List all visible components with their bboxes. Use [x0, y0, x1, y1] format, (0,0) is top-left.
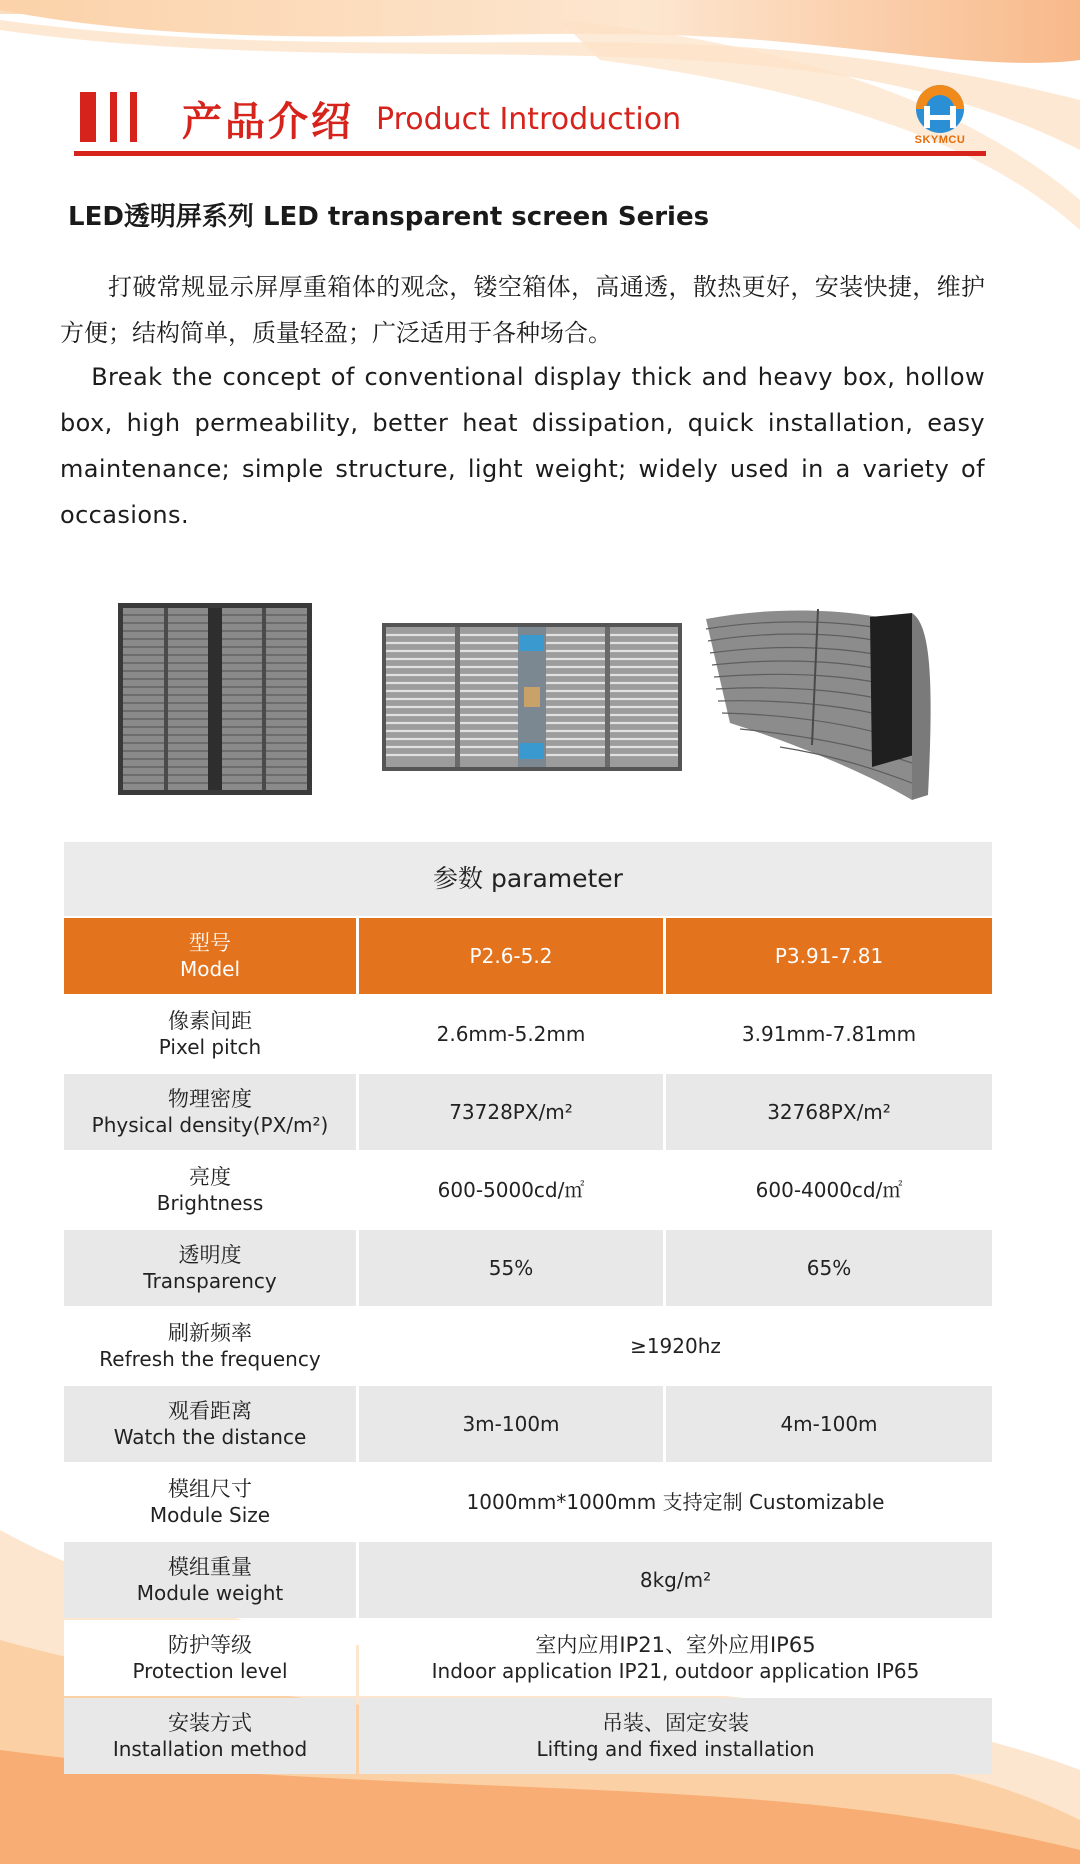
intro-english: Break the concept of conventional display thick and heavy box, hollow box, high permeability, better heat dissipation, quick installation, easy maintenance; simple structure, light weight; widely used in a variety of occasions.: [60, 363, 985, 529]
cell-value-en: Indoor application IP21, outdoor application IP65: [431, 1659, 920, 1683]
table-row-module-weight: [64, 1542, 992, 1618]
row-label-en: Physical density(PX/m²): [91, 1113, 329, 1137]
series-subtitle: LED透明屏系列 LED transparent screen Series: [68, 202, 710, 232]
table-row-refresh: [64, 1308, 992, 1384]
table-row-installation: [64, 1698, 992, 1774]
title-chinese: 产品介绍: [182, 99, 354, 145]
row-label-cn: 刷新频率: [168, 1321, 252, 1345]
flat-panel-image: [118, 603, 312, 795]
table-row-brightness: [64, 1152, 992, 1228]
cell-value-cn: 吊装、固定安装: [602, 1711, 749, 1735]
section-header: [70, 84, 990, 164]
table-row-protection: [64, 1620, 992, 1696]
table-row-module-size: [64, 1464, 992, 1540]
row-label-en: Protection level: [132, 1659, 288, 1683]
row-label-en: Model: [179, 957, 241, 981]
cell-value: 55%: [359, 1230, 663, 1306]
row-label-en: Watch the distance: [113, 1425, 307, 1449]
cell-value: 600-5000cd/㎡: [359, 1152, 663, 1228]
table-header: 参数 parameter: [64, 842, 992, 916]
cell-value: P3.91-7.81: [666, 918, 992, 994]
cell-value: ≥1920hz: [359, 1308, 992, 1384]
row-label-en: Transparency: [143, 1269, 277, 1293]
table-row-watch-distance: [64, 1386, 992, 1462]
row-label-en: Module Size: [149, 1503, 271, 1527]
title-english: Product Introduction: [376, 102, 682, 137]
table-row-physical-density: [64, 1074, 992, 1150]
row-label-cn: 防护等级: [168, 1633, 252, 1657]
row-label-en: Installation method: [112, 1737, 308, 1761]
row-label-cn: 模组尺寸: [168, 1477, 252, 1501]
row-label-en: Pixel pitch: [158, 1035, 262, 1059]
parameter-table: [64, 842, 992, 1774]
row-label-cn: 型号: [189, 931, 231, 955]
curved-panel-image: [706, 609, 931, 800]
logo-text: SKYMCU: [914, 134, 966, 146]
cell-value: 4m-100m: [666, 1386, 992, 1462]
skymcu-logo: [900, 82, 980, 152]
cell-value: 600-4000cd/㎡: [666, 1152, 992, 1228]
row-label-en: Module weight: [136, 1581, 284, 1605]
table-row-transparency: [64, 1230, 992, 1306]
row-label-cn: 像素间距: [168, 1009, 252, 1033]
panel-back-image: [382, 623, 682, 771]
cell-value: 8kg/m²: [359, 1542, 992, 1618]
cell-value: 3.91mm-7.81mm: [666, 996, 992, 1072]
row-label-cn: 模组重量: [168, 1555, 252, 1579]
cell-value: 32768PX/m²: [666, 1074, 992, 1150]
row-label-cn: 透明度: [178, 1243, 242, 1267]
table-row-pixel-pitch: [64, 996, 992, 1072]
cell-value-cn: 室内应用IP21、室外应用IP65: [535, 1633, 816, 1657]
cell-value-en: Lifting and fixed installation: [536, 1737, 815, 1761]
row-label-en: Brightness: [156, 1191, 264, 1215]
table-row-model: [64, 918, 992, 994]
cell-value: 1000mm*1000mm 支持定制 Customizable: [359, 1464, 992, 1540]
row-label-en: Refresh the frequency: [99, 1347, 321, 1371]
cell-value: 2.6mm-5.2mm: [359, 996, 663, 1072]
logo-mark-icon: [900, 82, 980, 138]
row-label-cn: 观看距离: [168, 1399, 252, 1423]
cell-value: 73728PX/m²: [359, 1074, 663, 1150]
intro-chinese: 打破常规显示屏厚重箱体的观念，镂空箱体，高通透，散热更好，安装快捷，维护方便；结构简单，质量轻盈；广泛适用于各种场合。: [60, 273, 985, 347]
header-underline: [74, 151, 986, 156]
row-label-cn: 亮度: [189, 1165, 231, 1189]
row-label-cn: 物理密度: [168, 1087, 252, 1111]
product-photos: [0, 595, 1080, 805]
cell-value: 65%: [666, 1230, 992, 1306]
row-label-cn: 安装方式: [168, 1711, 252, 1735]
cell-value: 3m-100m: [359, 1386, 663, 1462]
cell-value: P2.6-5.2: [359, 918, 663, 994]
